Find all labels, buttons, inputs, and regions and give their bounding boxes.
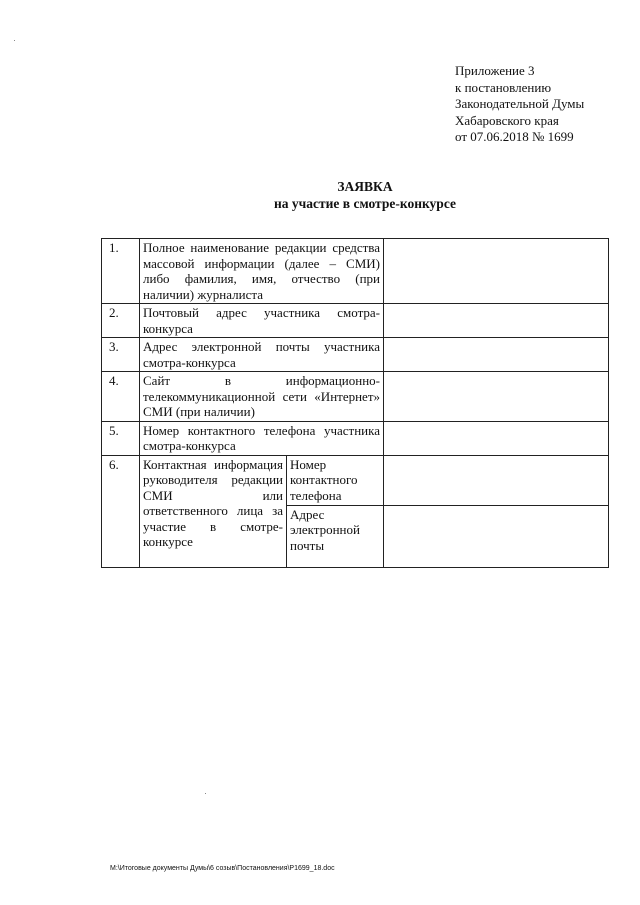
title-sub: на участие в смотре-конкурсе xyxy=(274,196,456,211)
row-number: 6. xyxy=(102,455,140,567)
row-label: Номер контактного телефона участника смотра-конкурса xyxy=(140,421,384,455)
row-label: Адрес электронной почты участника смотра-конкурса xyxy=(140,338,384,372)
table-row xyxy=(102,421,609,455)
table-row xyxy=(102,338,609,372)
value-cell-phone[interactable] xyxy=(384,455,609,505)
value-cell[interactable] xyxy=(384,421,609,455)
row-label: Контактная информация руководителя редакции СМИ или ответственного лица за участие в смотре-конкурсе xyxy=(140,455,287,567)
file-path-footer: M:\Итоговые документы Думы\6 созыв\Постановления\P1699_18.doc xyxy=(110,865,335,872)
value-cell[interactable] xyxy=(384,239,609,304)
table-row xyxy=(102,239,609,304)
sub-row-label-phone: Номер контактного телефона xyxy=(287,455,384,505)
value-cell[interactable] xyxy=(384,372,609,422)
sub-row-label-email: Адрес электронной почты xyxy=(287,505,384,567)
scan-speck xyxy=(205,793,206,794)
title-main: ЗАЯВКА xyxy=(337,179,393,194)
appendix-line: Законодательной Думы xyxy=(455,96,585,111)
appendix-line: от 07.06.2018 № 1699 xyxy=(455,129,574,144)
table-row xyxy=(102,455,609,505)
value-cell-email[interactable] xyxy=(384,505,609,567)
appendix-line: Приложение 3 xyxy=(455,63,535,78)
row-number: 2. xyxy=(102,304,140,338)
scan-speck xyxy=(14,40,15,41)
row-number: 5. xyxy=(102,421,140,455)
row-label: Полное наименование редакции средства массовой информации (далее – СМИ) либо фамилия, имя, отчество (при наличии) журналиста xyxy=(140,239,384,304)
value-cell[interactable] xyxy=(384,338,609,372)
application-form-table xyxy=(101,238,609,568)
row-label: Почтовый адрес участника смотра-конкурса xyxy=(140,304,384,338)
row-number: 3. xyxy=(102,338,140,372)
table-row xyxy=(102,304,609,338)
value-cell[interactable] xyxy=(384,304,609,338)
appendix-header xyxy=(455,63,584,146)
appendix-line: к постановлению xyxy=(455,79,552,95)
row-number: 1. xyxy=(102,239,140,304)
document-title xyxy=(0,178,640,212)
appendix-line: Хабаровского края xyxy=(455,112,559,128)
row-label: Сайт в информационно-телекоммуникационной сети «Интернет» СМИ (при наличии) xyxy=(140,372,384,422)
row-number: 4. xyxy=(102,372,140,422)
table-row xyxy=(102,372,609,422)
